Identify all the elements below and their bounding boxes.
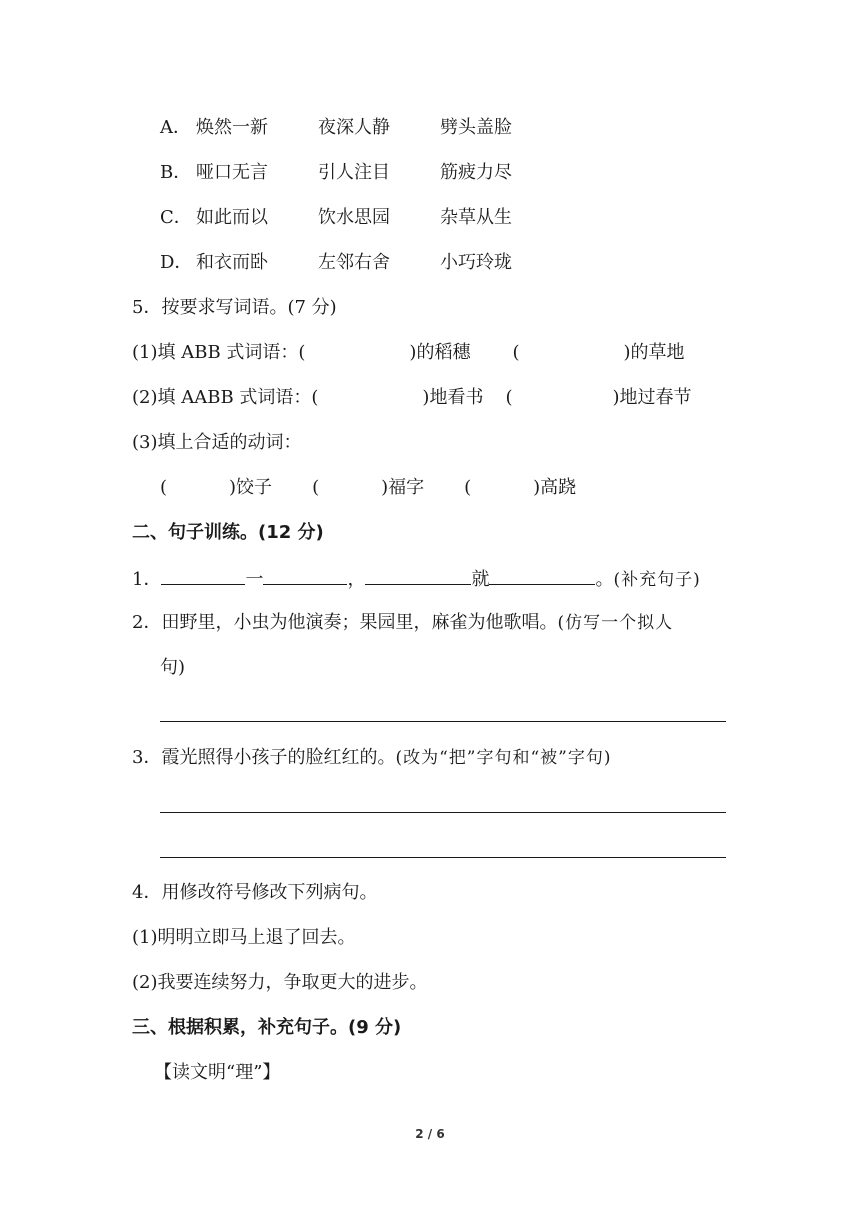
s2-q2-hint: (仿写一个拟人: [557, 613, 674, 633]
option-word: 和衣而卧: [196, 252, 268, 273]
option-label: A．: [160, 117, 191, 138]
s2-q1-end: 。: [595, 569, 614, 590]
q5-verbs: [160, 476, 576, 500]
option-a: [160, 116, 512, 140]
s2-q4-sentence-1: (1)明明立即马上退了回去。: [132, 927, 356, 948]
q5-p2-mid2: (: [505, 387, 513, 408]
s2-q4-title: 4．用修改符号修改下列病句。: [132, 882, 378, 903]
option-label: B．: [160, 162, 192, 183]
answer-line[interactable]: [160, 812, 726, 813]
answer-blank[interactable]: [489, 566, 595, 585]
s2-q2: [132, 611, 673, 635]
s2-q3-hint: (改为“把”字句和“被”字句): [395, 748, 612, 768]
q5-p1-end: )的草地: [623, 342, 685, 363]
verb-open: (: [160, 477, 168, 498]
verb-open: (: [312, 477, 320, 498]
verb-close: )福字: [381, 477, 425, 498]
s2-q3-text: 霞光照得小孩子的脸红红的。: [161, 747, 396, 768]
s2-q3: [132, 746, 611, 770]
answer-line[interactable]: [160, 721, 726, 722]
option-word: 杂草从生: [440, 207, 512, 228]
answer-blank[interactable]: [365, 566, 471, 585]
option-word: 饮水思园: [318, 207, 390, 228]
verb-close: )高跷: [533, 477, 577, 498]
option-b: [160, 161, 512, 185]
s2-q2-text: 田野里，小虫为他演奏；果园里，麻雀为他歌唱。: [161, 612, 558, 633]
s2-q1-hint: (补充句子): [613, 570, 701, 590]
option-word: 筋疲力尽: [440, 162, 512, 183]
q5-part1: [132, 341, 685, 365]
option-word: 小巧玲珑: [440, 252, 512, 273]
s2-q1-jiu: 就: [471, 569, 490, 590]
q5-part3: (3)填上合适的动词：: [132, 432, 302, 453]
option-word: 如此而以: [196, 207, 268, 228]
q5-part2: [132, 386, 692, 410]
s2-q2-num: 2．: [132, 612, 162, 633]
verb-open: (: [464, 477, 472, 498]
q5-p1-prefix: (1)填 ABB 式词语：(: [132, 342, 306, 363]
q5-p2-end: )地过春节: [612, 387, 692, 408]
option-word: 劈头盖脸: [440, 117, 512, 138]
section-3-title: 三、根据积累，补充句子。(9 分): [132, 1017, 402, 1038]
section-3-subtitle: 【读文明“理”】: [154, 1062, 281, 1083]
verb-close: )饺子: [229, 477, 273, 498]
answer-blank[interactable]: [263, 566, 347, 585]
s2-q2-hint-cont: 句): [160, 657, 186, 678]
s2-q1: [132, 566, 701, 592]
q5-title: 5．按要求写词语。(7 分): [132, 297, 337, 318]
option-c: [160, 206, 512, 230]
q5-p1-mid2: (: [512, 342, 520, 363]
page-number: 2 / 6: [415, 1127, 445, 1141]
q5-p2-prefix: (2)填 AABB 式词语：(: [132, 387, 319, 408]
s2-q3-num: 3．: [132, 747, 162, 768]
option-word: 焕然一新: [196, 117, 268, 138]
s2-q1-num: 1．: [132, 569, 162, 590]
s2-q1-comma: ，: [347, 569, 366, 590]
option-word: 夜深人静: [318, 117, 390, 138]
option-label: D．: [160, 252, 193, 273]
option-word: 哑口无言: [196, 162, 268, 183]
s2-q1-yi: 一: [245, 569, 264, 590]
option-d: [160, 251, 512, 275]
option-word: 引人注目: [318, 162, 390, 183]
s2-q4-sentence-2: (2)我要连续努力，争取更大的进步。: [132, 972, 428, 993]
option-word: 左邻右舍: [318, 252, 390, 273]
answer-blank[interactable]: [161, 566, 245, 585]
section-2-title: 二、句子训练。(12 分): [132, 522, 324, 543]
answer-line[interactable]: [160, 857, 726, 858]
q5-p1-mid1: )的稻穗: [409, 342, 471, 363]
q5-p2-mid1: )地看书: [422, 387, 484, 408]
option-label: C．: [160, 207, 192, 228]
